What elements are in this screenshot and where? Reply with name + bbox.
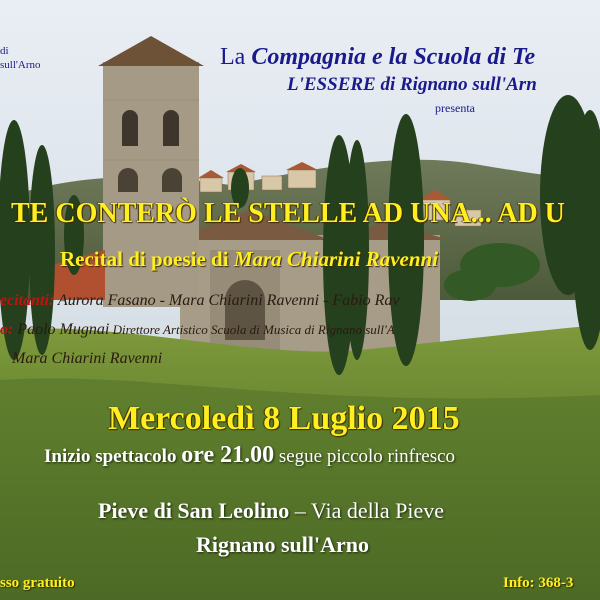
- musica-name: Paolo Mugnai: [13, 321, 110, 338]
- musica-label: o:: [0, 321, 14, 338]
- free-entry-note: sso gratuito: [0, 575, 75, 591]
- presenta-label: presenta: [435, 101, 475, 115]
- show-title: TE CONTERÒ LE STELLE AD UNA... AD U: [11, 198, 565, 229]
- start-suffix: segue piccolo rinfresco: [274, 446, 456, 467]
- venue-address: – Via della Pieve: [289, 498, 444, 523]
- start-prefix: Inizio spettacolo: [44, 446, 182, 467]
- organizer-title-name: Compagnia e la Scuola di Te: [251, 44, 536, 70]
- event-date: Mercoledì 8 Luglio 2015: [108, 400, 460, 437]
- organizer-title: [220, 44, 535, 71]
- musica-line: [0, 321, 395, 339]
- organization-left-fragment: [0, 44, 40, 72]
- start-time: ore 21.00: [181, 442, 275, 468]
- info-phone: Info: 368-3: [503, 575, 574, 591]
- venue-line: [98, 498, 444, 524]
- organization-left-line-2: sull'Arno: [0, 59, 41, 71]
- recitanti-names: Aurora Fasano - Mara Chiarini Ravenni - Fabio Rav: [54, 292, 400, 309]
- regia-name: Mara Chiarini Ravenni: [12, 350, 163, 367]
- recital-author: Mara Chiarini Ravenni: [233, 247, 439, 271]
- start-time-line: [44, 442, 455, 469]
- recital-prefix: Recital di poesie di: [60, 247, 234, 271]
- event-town: Rignano sull'Arno: [196, 532, 369, 557]
- organizer-subtitle: L'ESSERE di Rignano sull'Arn: [287, 74, 537, 95]
- venue-name: Pieve di San Leolino: [98, 498, 290, 523]
- recitanti-line: [0, 292, 400, 310]
- recitanti-label: ecitanti:: [0, 292, 55, 309]
- recital-line: [60, 247, 438, 272]
- organizer-title-prefix: La: [220, 44, 252, 70]
- organization-left-line-1: di: [0, 45, 9, 57]
- musica-role: Direttore Artistico Scuola di Musica di Rignano sull'A: [109, 322, 395, 337]
